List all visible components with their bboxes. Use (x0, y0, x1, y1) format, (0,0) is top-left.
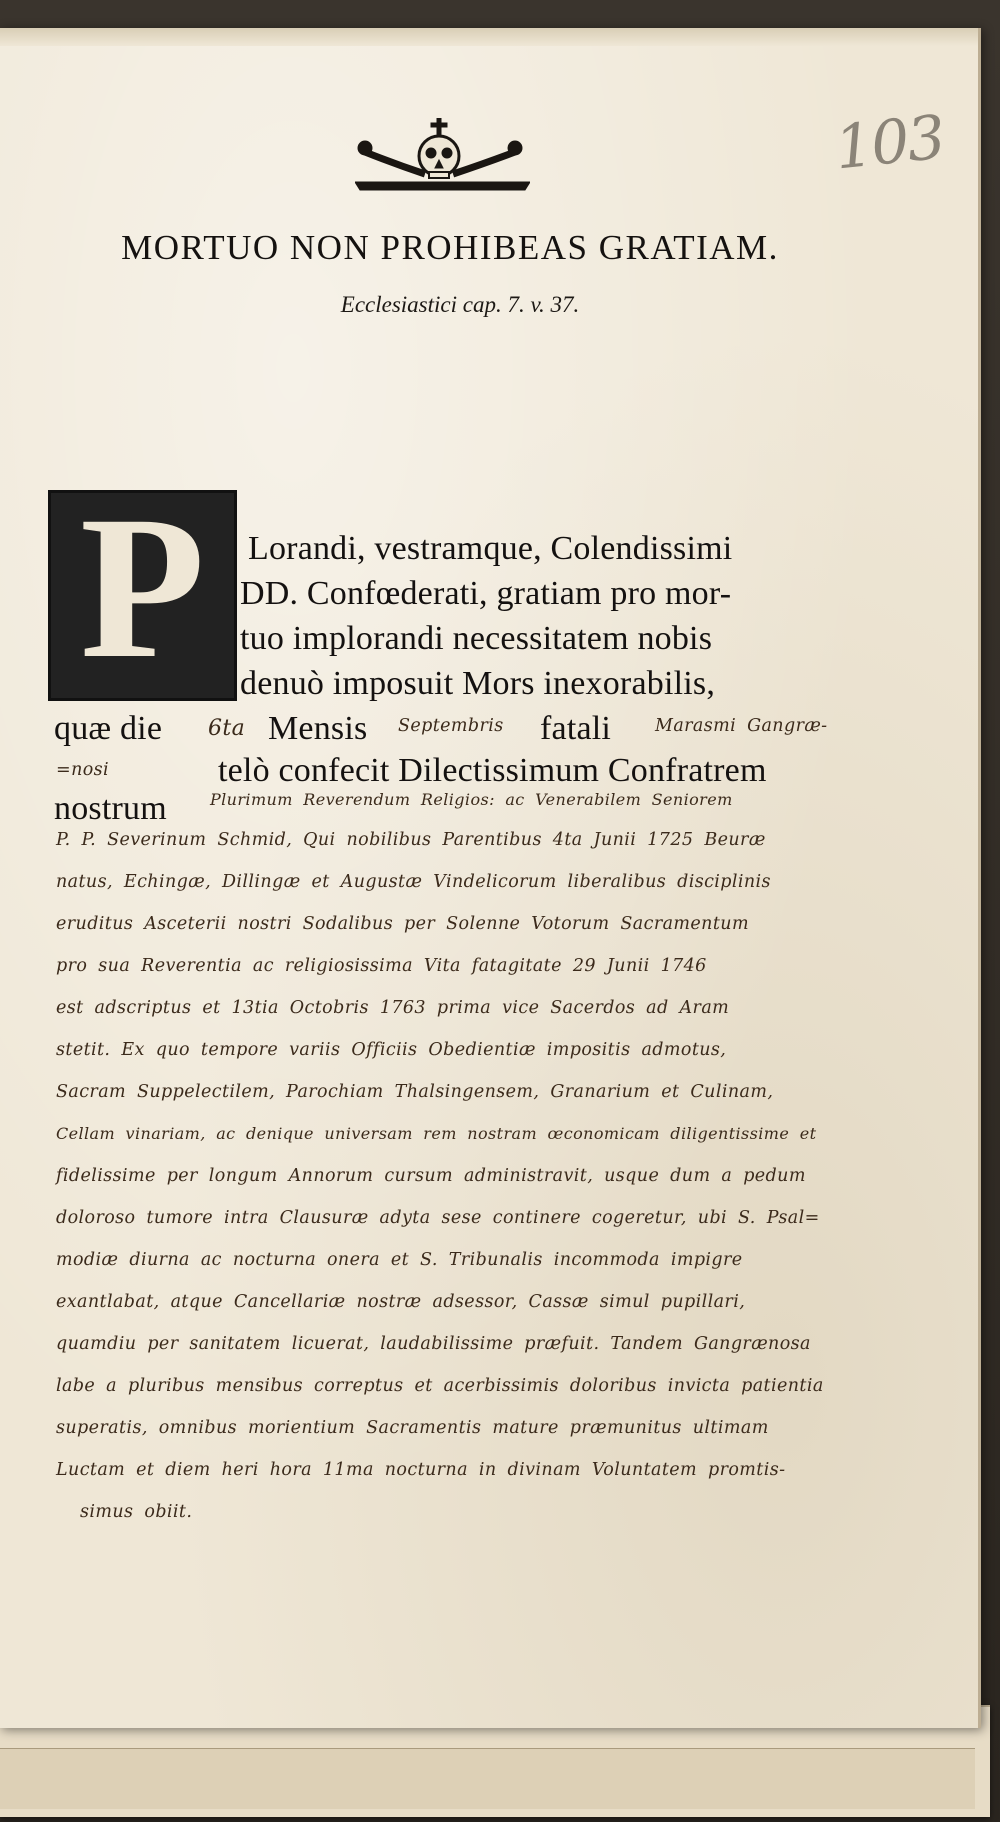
handwritten-day: 6ta (208, 716, 246, 741)
handwritten-cause-cont: =nosi (56, 760, 110, 780)
top-fold (0, 28, 978, 46)
handwritten-line-16: Luctam et diem heri hora 11ma nocturna in divinam Voluntatem promtis- (56, 1460, 786, 1480)
handwritten-line-4: pro sua Reverentia ac religiosissima Vita fatagitate 29 Junii 1746 (56, 956, 707, 976)
handwritten-line-8: Cellam vinariam, ac denique universam rem nostram œconomicam diligentissime et (56, 1124, 817, 1143)
handwritten-line-3: eruditus Asceterii nostri Sodalibus per Solenne Votorum Sacramentum (56, 914, 749, 934)
handwritten-line-15: superatis, omnibus morientium Sacramentis mature præmunitus ultimam (56, 1418, 769, 1438)
handwritten-line-9: fidelissime per longum Annorum cursum administravit, usque dum a pedum (56, 1166, 806, 1186)
underlying-sheet-lower (0, 1748, 975, 1809)
printed-line-3: tuo implorandi necessitatem nobis (240, 620, 713, 657)
handwritten-line-12: exantlabat, atque Cancellariæ nostræ adsessor, Cassæ simul pupillari, (56, 1292, 746, 1312)
handwritten-line-13: quamdiu per sanitatem licuerat, laudabilissime præfuit. Tandem Gangrænosa (56, 1334, 811, 1354)
handwritten-name-inline: Plurimum Reverendum Religios: ac Venerabilem Seniorem (210, 790, 733, 809)
handwritten-line-6: stetit. Ex quo tempore variis Officiis Obedientiæ impositis admotus, (56, 1040, 727, 1060)
printed-nostrum: nostrum (54, 790, 167, 827)
handwritten-line-17: simus obiit. (80, 1502, 193, 1522)
handwritten-cause: Marasmi Gangræ- (655, 716, 828, 736)
printed-line-2: DD. Confœderati, gratiam pro mor- (240, 575, 732, 612)
printed-quae-die: quæ die (54, 710, 163, 747)
skull-crossbones-emblem (355, 118, 530, 200)
printed-mensis: Mensis (268, 710, 368, 747)
handwritten-line-11: modiæ diurna ac nocturna onera et S. Tribunalis incommoda impigre (56, 1250, 743, 1270)
page-title: MORTUO NON PROHIBEAS GRATIAM. (121, 228, 779, 267)
scripture-reference: Ecclesiastici cap. 7. v. 37. (340, 292, 580, 317)
handwritten-month: Septembris (398, 716, 504, 736)
handwritten-line-7: Sacram Suppelectilem, Parochiam Thalsingensem, Granarium et Culinam, (56, 1082, 774, 1102)
handwritten-line-2: natus, Echingæ, Dillingæ et Augustæ Vindelicorum liberalibus disciplinis (56, 872, 771, 892)
handwritten-line-14: labe a pluribus mensibus correptus et acerbissimis doloribus invicta patientia (56, 1376, 824, 1396)
handwritten-line-1: P. P. Severinum Schmid, Qui nobilibus Parentibus 4ta Junii 1725 Beuræ (56, 830, 766, 850)
handwritten-line-10: doloroso tumore intra Clausuræ adyta sese continere cogeretur, ubi S. Psal= (56, 1208, 820, 1228)
decorated-initial (48, 474, 237, 701)
printed-line-4: denuò imposuit Mors inexorabilis, (240, 665, 716, 702)
initial-letter: P (79, 474, 206, 701)
printed-line-1: Lorandi, vestramque, Colendissimi (248, 530, 733, 567)
folio-number: 103 (831, 102, 947, 184)
printed-fatali: fatali (540, 710, 612, 747)
printed-line-6: telò confecit Dilectissimum Confratrem (218, 752, 767, 789)
handwritten-line-5: est adscriptus et 13tia Octobris 1763 prima vice Sacerdos ad Aram (56, 998, 730, 1018)
